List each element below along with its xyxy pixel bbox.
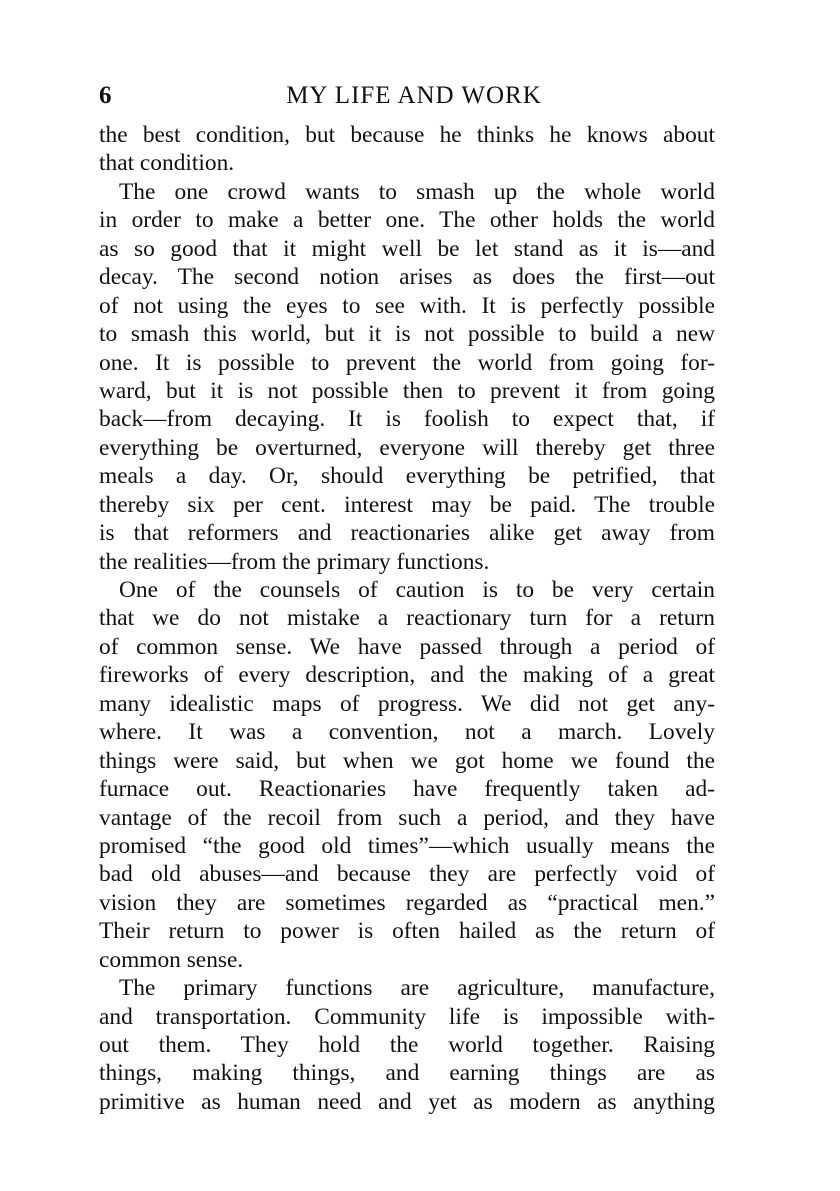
text-line: of common sense. We have passed through a period of bbox=[99, 633, 715, 660]
text-line: one. It is possible to prevent the world from going for- bbox=[99, 349, 715, 376]
text-line: and transportation. Community life is impossible with- bbox=[99, 1003, 715, 1030]
text-line: The primary functions are agriculture, manufacture, bbox=[119, 975, 715, 1002]
text-line: decay. The second notion arises as does the first—out bbox=[99, 264, 715, 291]
text-line: things were said, but when we got home we found the bbox=[99, 747, 715, 774]
text-line: the best condition, but because he thinks he knows about bbox=[99, 122, 715, 148]
text-line: furnace out. Reactionaries have frequently taken ad- bbox=[99, 776, 715, 803]
text-line: vantage of the recoil from such a period, and they have bbox=[99, 804, 715, 831]
text-line: out them. They hold the world together. Raising bbox=[99, 1032, 715, 1058]
text-line: The one crowd wants to smash up the whole world bbox=[119, 178, 715, 205]
text-line: in order to make a better one. The other holds the world bbox=[99, 207, 715, 234]
text-line: vision they are sometimes regarded as “practical men.” bbox=[99, 889, 715, 916]
text-line: as so good that it might well be let stand as it is—and bbox=[99, 235, 715, 262]
text-line: meals a day. Or, should everything be petrified, that bbox=[99, 463, 715, 490]
text-line: is that reformers and reactionaries alike get away from bbox=[99, 520, 715, 547]
text-line: common sense. bbox=[99, 946, 244, 973]
text-line: that we do not mistake a reactionary turn for a return bbox=[99, 605, 715, 632]
text-line: promised “the good old times”—which usually means the bbox=[99, 832, 715, 859]
text-line: thereby six per cent. interest may be paid. The trouble bbox=[99, 491, 715, 518]
text-line: fireworks of every description, and the making of a great bbox=[99, 662, 715, 689]
running-title: MY LIFE AND WORK bbox=[286, 82, 542, 109]
text-line: bad old abuses—and because they are perfectly void of bbox=[99, 861, 715, 888]
body-text bbox=[99, 121, 715, 1116]
text-line: One of the counsels of caution is to be very certain bbox=[119, 577, 715, 603]
page-number: 6 bbox=[99, 82, 112, 109]
text-line: everything be overturned, everyone will thereby get three bbox=[99, 434, 715, 461]
text-line: of not using the eyes to see with. It is perfectly possible bbox=[99, 292, 715, 319]
text-line: things, making things, and earning things are as bbox=[99, 1060, 715, 1087]
text-line: Their return to power is often hailed as the return of bbox=[99, 918, 715, 945]
page-header bbox=[99, 80, 715, 112]
text-line: to smash this world, but it is not possible to build a new bbox=[99, 321, 715, 348]
text-line: primitive as human need and yet as modern as anything bbox=[99, 1088, 715, 1115]
text-line: many idealistic maps of progress. We did not get any- bbox=[99, 690, 715, 717]
text-line: where. It was a convention, not a march. Lovely bbox=[99, 719, 715, 746]
text-line: that condition. bbox=[99, 150, 235, 177]
text-line: back—from decaying. It is foolish to expect that, if bbox=[99, 406, 715, 433]
text-line: ward, but it is not possible then to prevent it from going bbox=[99, 377, 715, 404]
text-line: the realities—from the primary functions. bbox=[99, 548, 490, 575]
